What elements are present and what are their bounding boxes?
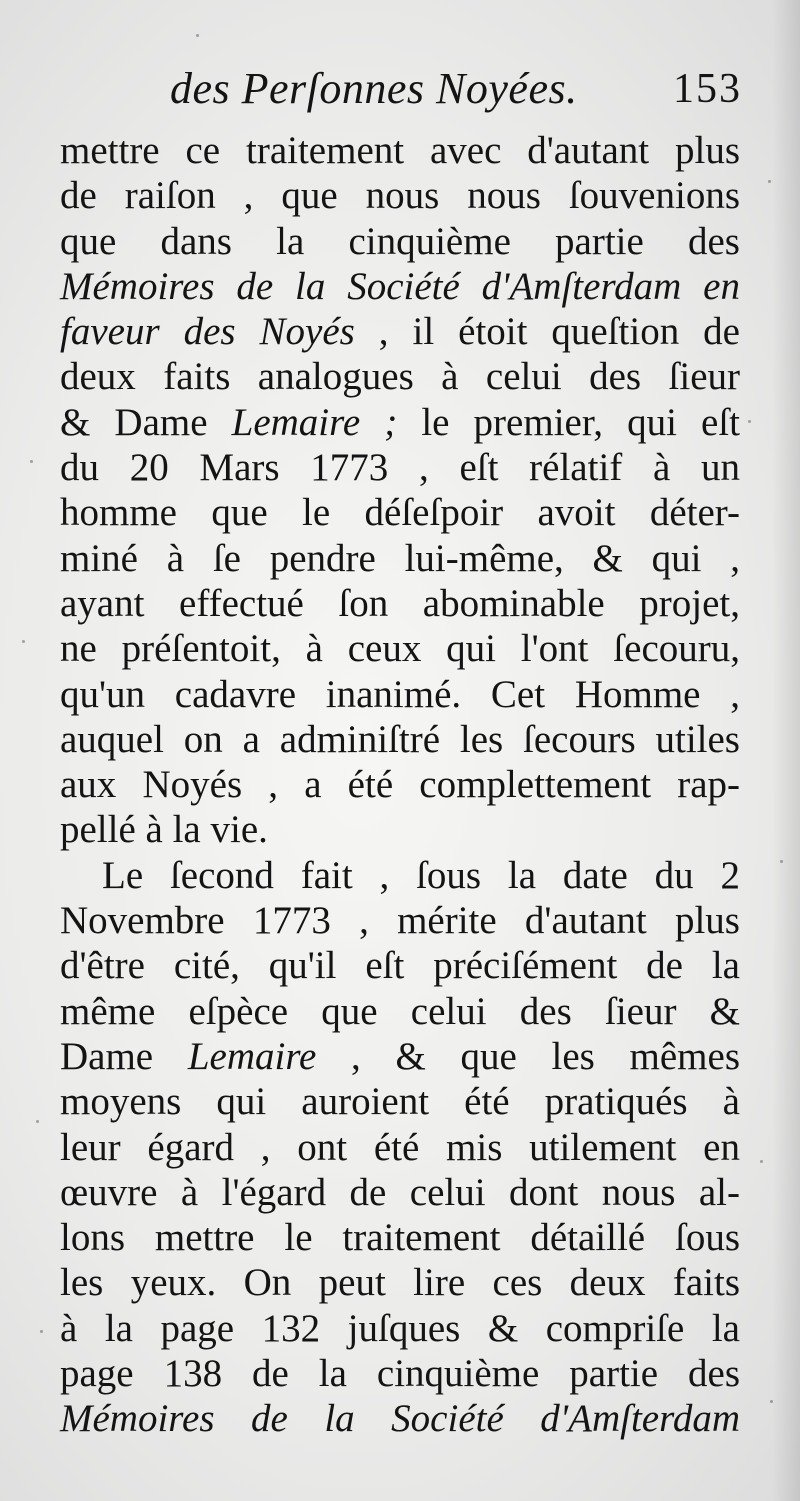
text-line [60, 309, 740, 354]
text-line [60, 989, 740, 1034]
body-text [60, 128, 740, 1442]
text-line [60, 173, 740, 218]
paper-speck [748, 420, 751, 423]
italic-text-run: Lemaire [187, 1034, 317, 1078]
text-run: à la page 132 juſques & compriſe la [60, 1306, 740, 1350]
text-run: œuvre à l'égard de celui dont nous al- [60, 1170, 740, 1214]
text-line [60, 219, 740, 264]
text-run: que dans la cinquième partie des [60, 219, 740, 263]
text-line [60, 264, 740, 309]
text-line [60, 1125, 740, 1170]
text-line [60, 626, 740, 671]
text-line [60, 853, 740, 898]
text-line [60, 1215, 740, 1260]
text-run: & Dame [60, 400, 232, 444]
italic-text-run: Mémoires de la Société d'Amſterdam [60, 1397, 740, 1441]
paper-speck [196, 34, 199, 37]
text-line [60, 807, 740, 852]
text-line [60, 536, 740, 581]
text-run: homme que le déſeſpoir avoit déter- [60, 491, 740, 535]
text-line [60, 581, 740, 626]
text-run: page 138 de la cinquième partie des [60, 1352, 740, 1396]
text-run: deux faits analogues à celui des ſieur [60, 355, 740, 399]
text-line [60, 1351, 740, 1396]
text-line [60, 445, 740, 490]
paper-speck [22, 640, 25, 643]
text-run: , il étoit queſtion de [354, 310, 740, 354]
text-line [60, 898, 740, 943]
paper-speck [768, 180, 771, 183]
text-line [60, 1306, 740, 1351]
page-edge-shadow [772, 0, 800, 1501]
text-run: le premier, qui eſt [397, 400, 740, 444]
paper-speck [770, 1400, 773, 1403]
running-title: des Perſonnes Noyées. [170, 64, 578, 113]
text-run: Dame [60, 1034, 188, 1078]
text-run: miné à ſe pendre lui-même, & qui , [60, 536, 740, 580]
paper-speck [30, 460, 33, 463]
text-line [60, 1396, 740, 1441]
text-line [60, 490, 740, 535]
paper-speck [760, 1160, 763, 1163]
page-header [170, 64, 742, 114]
text-run: aux Noyés , a été complettement rap- [60, 763, 740, 807]
text-run: leur égard , ont été mis utilement en [60, 1125, 740, 1169]
paper-speck [36, 1120, 39, 1123]
text-line [60, 943, 740, 988]
italic-text-run: Mémoires de la Société d'Amſterdam en [60, 264, 740, 308]
text-run: moyens qui auroient été pratiqués à [60, 1080, 740, 1124]
text-line [60, 762, 740, 807]
text-line [60, 1079, 740, 1124]
text-line [60, 128, 740, 173]
text-run: du 20 Mars 1773 , eſt rélatif à un [60, 446, 740, 490]
text-line [60, 354, 740, 399]
italic-text-run: Lemaire ; [231, 400, 398, 444]
text-run: même eſpèce que celui des ſieur & [60, 989, 740, 1033]
text-line [60, 717, 740, 762]
italic-text-run: faveur des Noyés [60, 310, 355, 354]
text-run: ne préſentoit, à ceux qui l'ont ſecouru, [60, 627, 740, 671]
text-line [60, 1034, 740, 1079]
text-line [60, 672, 740, 717]
text-run: lons mettre le traitement détaillé ſous [60, 1216, 740, 1260]
text-line [60, 1170, 740, 1215]
text-run: Novembre 1773 , mérite d'autant plus [60, 899, 740, 943]
text-line [60, 1260, 740, 1305]
text-run: pellé à la vie. [60, 808, 268, 852]
text-line [60, 400, 740, 445]
text-run: de raiſon , que nous nous ſouvenions [60, 174, 740, 218]
text-run: ayant effectué ſon abominable projet, [60, 581, 740, 625]
text-run: , & que les mêmes [316, 1034, 740, 1078]
text-run: qu'un cadavre inanimé. Cet Homme , [60, 672, 740, 716]
page-number: 153 [673, 66, 742, 112]
text-run: Le ſecond fait , ſous la date du 2 [102, 853, 740, 897]
paper-speck [780, 860, 783, 863]
text-run: auquel on a adminiſtré les ſecours utiles [60, 717, 740, 761]
text-run: les yeux. On peut lire ces deux faits [60, 1261, 740, 1305]
text-run: d'être cité, qu'il eſt préciſément de la [60, 944, 740, 988]
text-run: mettre ce traitement avec d'autant plus [60, 129, 740, 172]
paper-speck [40, 1330, 43, 1333]
